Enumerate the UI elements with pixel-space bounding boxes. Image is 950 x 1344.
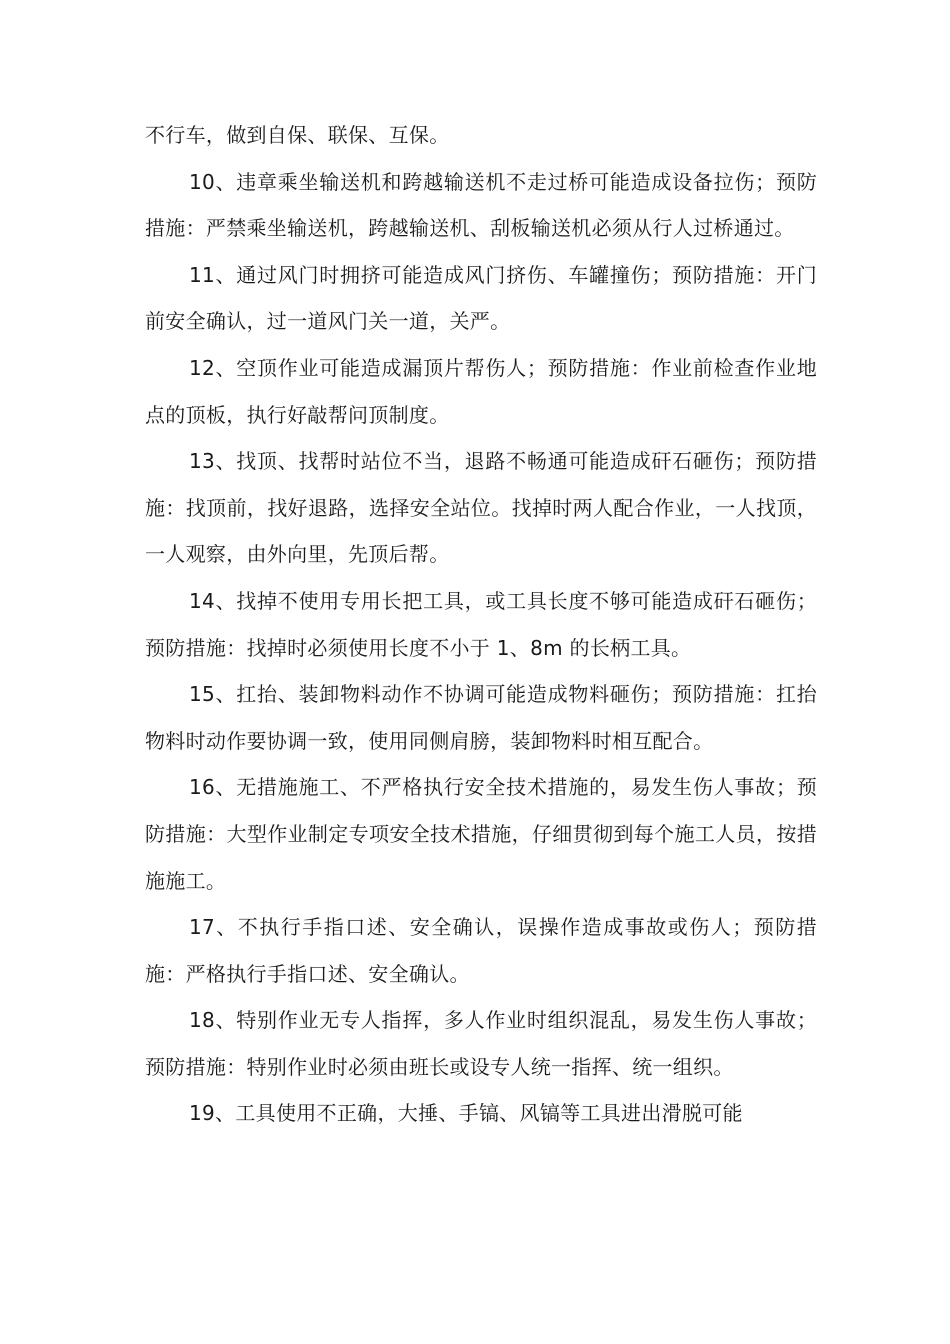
paragraph-item-18: 18、特别作业无专人指挥，多人作业时组织混乱，易发生伤人事故；预防措施：特别作业时必须由班长或设专人统一指挥、统一组织。 — [145, 1008, 817, 1079]
document-body — [145, 112, 817, 1137]
paragraph-item-10: 10、违章乘坐输送机和跨越输送机不走过桥可能造成设备拉伤；预防措施：严禁乘坐输送机，跨越输送机、刮板输送机必须从行人过桥通过。 — [145, 169, 817, 241]
paragraph-item-12: 12、空顶作业可能造成漏顶片帮伤人；预防措施：作业前检查作业地点的顶板，执行好敲帮问顶制度。 — [145, 355, 817, 427]
paragraph-item-13: 13、找顶、找帮时站位不当，退路不畅通可能造成矸石砸伤；预防措施：找顶前，找好退路，选择安全站位。找掉时两人配合作业，一人找顶，一人观察，由外向里，先顶后帮。 — [145, 449, 817, 567]
paragraph-continuation: 不行车，做到自保、联保、互保。 — [145, 123, 450, 147]
paragraph-item-16: 16、无措施施工、不严格执行安全技术措施的，易发生伤人事故；预防措施：大型作业制定专项安全技术措施，仔细贯彻到每个施工人员，按措施施工。 — [145, 775, 817, 893]
paragraph-item-15: 15、扛抬、装卸物料动作不协调可能造成物料砸伤；预防措施：扛抬物料时动作要协调一致，使用同侧肩膀，装卸物料时相互配合。 — [145, 682, 817, 753]
paragraph-item-11: 11、通过风门时拥挤可能造成风门挤伤、车罐撞伤；预防措施：开门前安全确认，过一道风门关一道，关严。 — [145, 262, 817, 334]
paragraph-item-14: 14、找掉不使用专用长把工具，或工具长度不够可能造成矸石砸伤；预防措施：找掉时必须使用长度不小于 1、8m 的长柄工具。 — [145, 588, 817, 660]
paragraph-item-19: 19、工具使用不正确，大捶、手镐、风镐等工具进出滑脱可能 — [189, 1101, 743, 1126]
paragraph-item-17: 17、不执行手指口述、安全确认，误操作造成事故或伤人；预防措施：严格执行手指口述、安全确认。 — [145, 915, 817, 986]
